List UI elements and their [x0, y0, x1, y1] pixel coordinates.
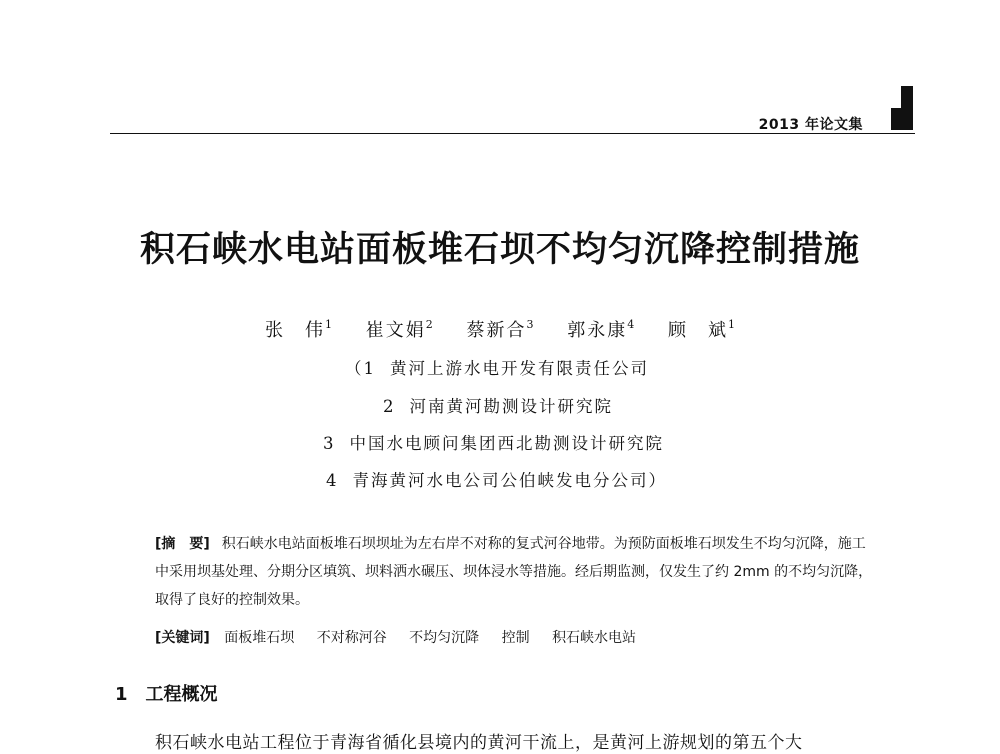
keyword: 面板堆石坝 — [224, 630, 295, 646]
affiliation-text: 青海黄河水电公司公伯峡发电分公司） — [352, 471, 667, 490]
affiliation-number: （1 — [345, 359, 376, 378]
running-header-text: 2013 年论文集 — [758, 117, 863, 133]
author-affiliation-mark: 1 — [325, 318, 333, 331]
section-number: 1 — [115, 684, 128, 705]
affiliation-text: 河南黄河勘测设计研究院 — [409, 397, 613, 416]
author-name: 顾 斌 — [667, 320, 728, 341]
affiliation-line — [383, 393, 613, 417]
abstract — [155, 530, 877, 614]
author-affiliation-mark: 1 — [727, 318, 735, 331]
keywords — [155, 628, 877, 648]
author — [567, 316, 634, 342]
author-affiliation-mark: 4 — [627, 318, 635, 331]
paper-title: 积石峡水电站面板堆石坝不均匀沉降控制措施 — [139, 230, 860, 270]
running-header — [110, 108, 915, 134]
section-title: 工程概况 — [145, 684, 218, 705]
affiliation-line — [326, 467, 667, 491]
author — [366, 316, 433, 342]
author-affiliation-mark: 2 — [425, 318, 433, 331]
affiliation-text: 黄河上游水电开发有限责任公司 — [390, 359, 649, 378]
author — [467, 316, 534, 342]
abstract-label: [摘 要] — [155, 536, 210, 552]
author — [265, 316, 332, 342]
affiliation-line — [345, 355, 649, 379]
affiliation-line — [323, 430, 664, 454]
section-heading — [115, 680, 218, 706]
keyword: 不对称河谷 — [316, 630, 387, 646]
author-name: 郭永康 — [567, 320, 628, 341]
keyword: 积石峡水电站 — [552, 630, 637, 646]
keyword: 不均匀沉降 — [409, 630, 480, 646]
keywords-label: [关键词] — [155, 630, 210, 646]
author-name: 崔文娟 — [365, 320, 426, 341]
affiliation-number: 3 — [323, 434, 336, 453]
author-affiliation-mark: 3 — [526, 318, 534, 331]
author-list — [0, 316, 1000, 342]
affiliation-number: 4 — [326, 471, 339, 490]
header-marker-block-top — [901, 86, 913, 108]
affiliation-text: 中国水电顾问集团西北勘测设计研究院 — [349, 434, 664, 453]
keyword: 控制 — [501, 630, 530, 646]
abstract-text: 积石峡水电站面板堆石坝坝址为左右岸不对称的复式河谷地带。为预防面板堆石坝发生不均匀沉降，施工中采用坝基处理、分期分区填筑、坝料洒水碾压、坝体浸水等措施。经后期监测，仅发生了约 2mm 的不均匀沉降，取得了良好的控制效果。 — [155, 536, 873, 608]
author — [668, 316, 735, 342]
author-name: 张 伟 — [265, 320, 326, 341]
author-name: 蔡新合 — [466, 320, 527, 341]
header-marker-block — [891, 108, 913, 130]
affiliation-number: 2 — [383, 397, 396, 416]
header-rule — [110, 133, 915, 134]
body-paragraph-line: 积石峡水电站工程位于青海省循化县境内的黄河干流上，是黄河上游规划的第五个大 — [155, 733, 803, 753]
